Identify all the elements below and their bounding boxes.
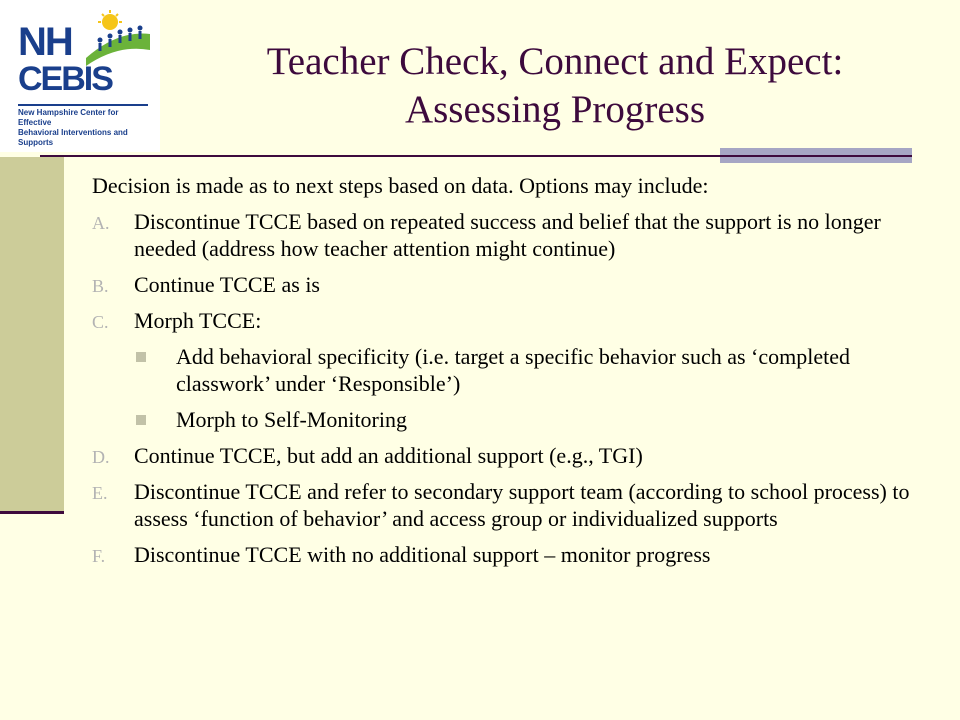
list-item-b (92, 271, 922, 298)
list-text: Discontinue TCCE based on repeated success and belief that the support is no longer needed (address how teacher attention might continue) (134, 209, 881, 261)
logo-subtitle (18, 104, 148, 148)
logo-cebis: CEBIS (18, 60, 112, 98)
title-divider (40, 155, 912, 157)
logo-nh: NH (18, 20, 72, 64)
square-bullet-icon (136, 352, 146, 362)
side-accent-bar (0, 157, 64, 511)
list-letter: E. (92, 483, 108, 503)
logo (0, 0, 160, 152)
list-letter: B. (92, 276, 109, 296)
list-item-d (92, 442, 922, 469)
intro-text: Decision is made as to next steps based on data. Options may include: (92, 173, 709, 198)
sub-item (92, 406, 922, 433)
list-item-f (92, 541, 922, 568)
list-item-a (92, 208, 922, 262)
slide-title (170, 38, 940, 134)
sub-item (92, 343, 922, 397)
list-item-e (92, 478, 922, 532)
square-bullet-icon (136, 415, 146, 425)
logo-subtitle-line1: New Hampshire Center for Effective (18, 108, 119, 127)
list-text: Continue TCCE as is (134, 272, 320, 297)
title-line-2: Assessing Progress (404, 88, 706, 131)
list-text: Discontinue TCCE with no additional support – monitor progress (134, 542, 711, 567)
side-accent-rule (0, 511, 64, 514)
sub-item-text: Morph to Self-Monitoring (176, 407, 407, 432)
list-letter: D. (92, 447, 110, 467)
title-line-1: Teacher Check, Connect and Expect: (266, 40, 844, 83)
list-letter: A. (92, 213, 110, 233)
list-text: Discontinue TCCE and refer to secondary support team (according to school process) to assess ‘function of behavior’ and access group or individualized supports (134, 479, 910, 531)
sub-item-text: Add behavioral specificity (i.e. target a specific behavior such as ‘completed classwork’ under ‘Responsible’) (176, 344, 850, 396)
logo-subtitle-line2: Behavioral Interventions and Supports (18, 128, 128, 147)
list-item-c (92, 307, 922, 334)
list-text: Morph TCCE: (134, 308, 262, 333)
list-letter: C. (92, 312, 109, 332)
list-text: Continue TCCE, but add an additional support (e.g., TGI) (134, 443, 643, 468)
list-letter: F. (92, 546, 106, 566)
slide-body (92, 172, 922, 577)
